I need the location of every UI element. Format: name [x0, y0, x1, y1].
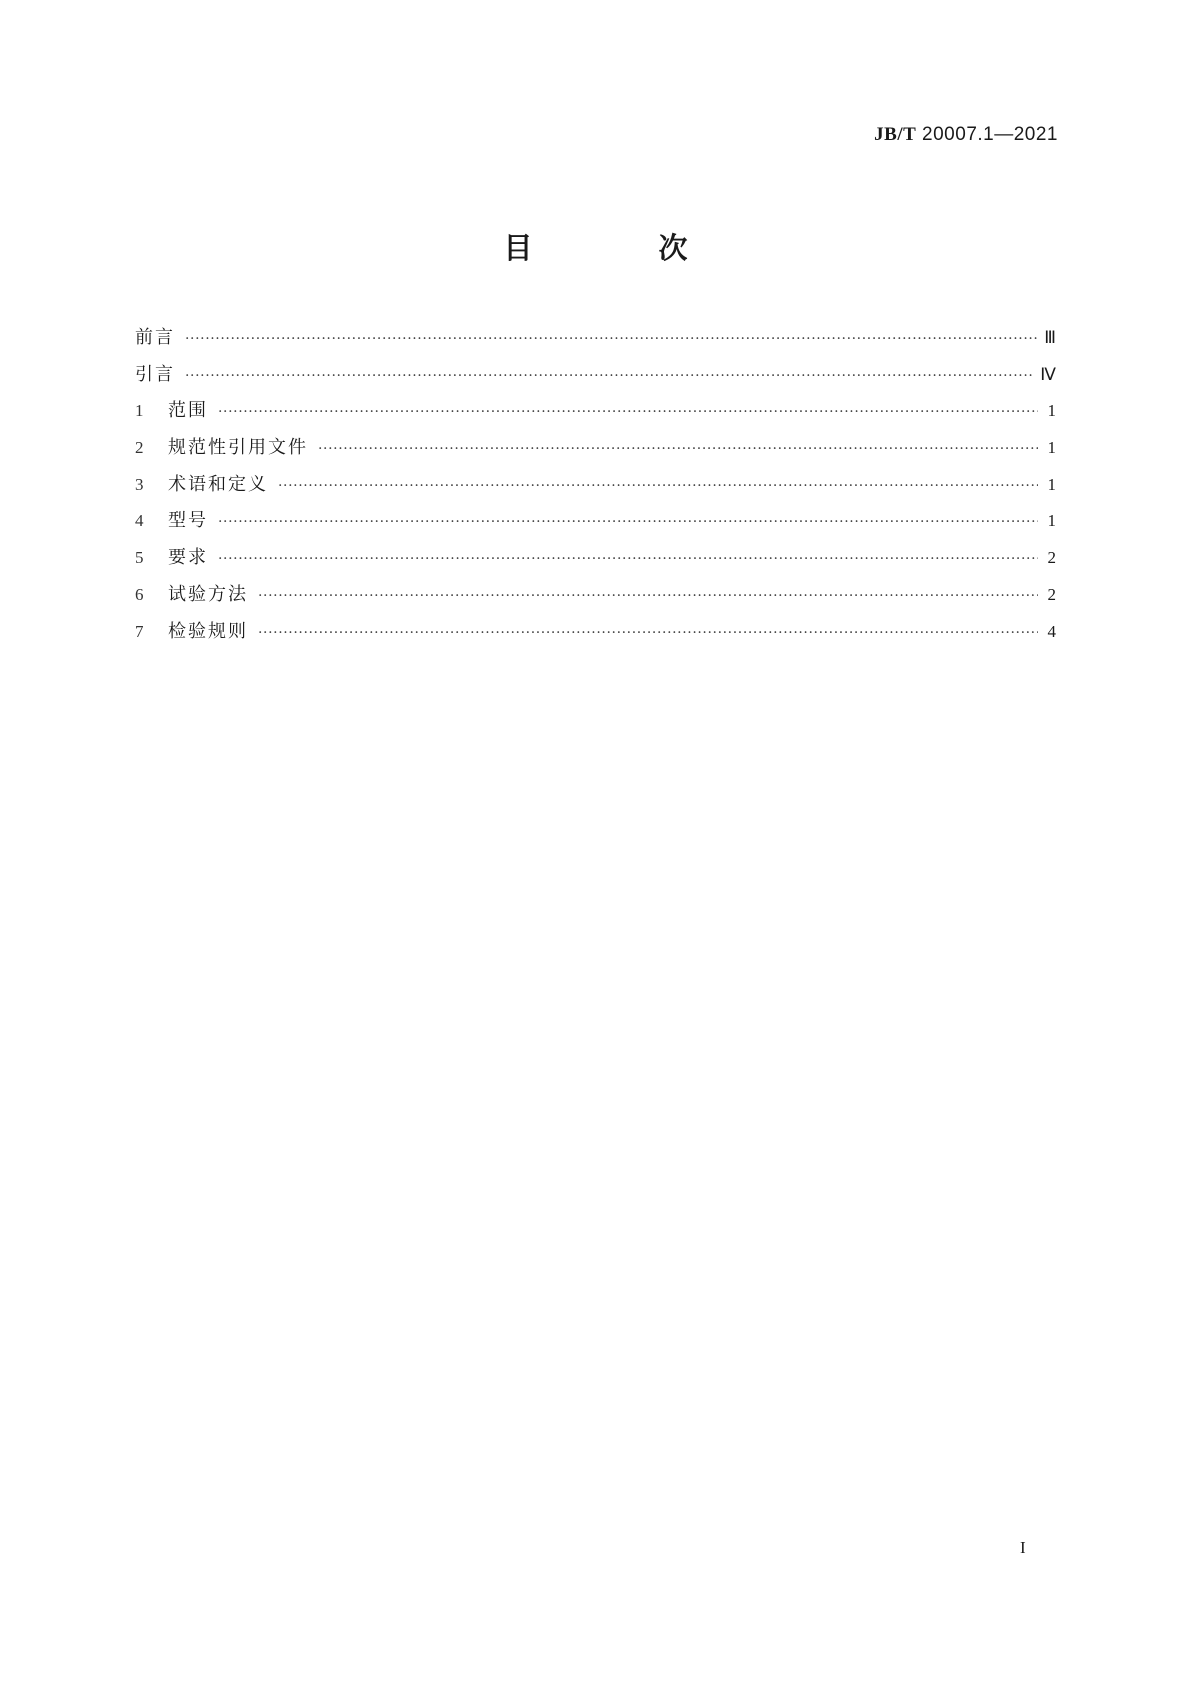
toc-entry[interactable] [135, 580, 1056, 617]
toc-entry[interactable] [135, 506, 1056, 543]
toc-entry-number: 1 [135, 401, 144, 421]
toc-entry-number: 2 [135, 438, 144, 458]
toc-entry-page: 2 [1047, 584, 1056, 604]
toc-entry-number: 6 [135, 584, 144, 604]
toc-entry-page: 4 [1047, 621, 1056, 641]
toc-entry-title: 引言 [135, 363, 175, 385]
standard-number-header [874, 124, 1058, 146]
toc-entry-title: 范围 [168, 400, 208, 422]
toc-entry-title: 检验规则 [168, 620, 248, 642]
toc-entry-title: 要求 [168, 547, 208, 569]
standard-number: 20007.1—2021 [922, 124, 1058, 145]
dot-leader [218, 404, 1038, 420]
toc-entry-title: 前言 [135, 327, 175, 348]
toc-entry-title: 试验方法 [168, 583, 248, 605]
dot-leader [258, 625, 1038, 641]
toc-entry-title: 术语和定义 [168, 473, 268, 495]
toc-entry-page: 1 [1047, 438, 1056, 458]
dot-leader [318, 441, 1038, 457]
standard-prefix: JB/T [874, 124, 917, 145]
page-number: I [1020, 1538, 1026, 1557]
toc-entry[interactable] [135, 470, 1056, 507]
toc-entry[interactable] [135, 543, 1056, 580]
toc-entry[interactable] [135, 396, 1056, 433]
dot-leader [258, 588, 1038, 604]
toc-entry[interactable] [135, 617, 1056, 654]
toc-entry-page: 1 [1047, 401, 1056, 421]
table-of-contents [135, 323, 1056, 653]
toc-entry-title: 型号 [168, 510, 208, 532]
toc-entry-number: 5 [135, 548, 144, 568]
toc-entry-number: 3 [135, 474, 144, 494]
toc-entry-page: 1 [1047, 511, 1056, 531]
toc-entry-page: Ⅳ [1040, 364, 1056, 384]
dot-leader [218, 551, 1038, 567]
toc-entry[interactable] [135, 433, 1056, 470]
dot-leader [278, 478, 1038, 494]
toc-entry-title: 规范性引用文件 [168, 437, 308, 459]
toc-entry-page: Ⅲ [1044, 328, 1056, 347]
toc-entry-page: 2 [1047, 548, 1056, 568]
toc-entry-number: 4 [135, 511, 144, 531]
toc-title: 目 次 [503, 231, 746, 265]
dot-leader [218, 514, 1038, 530]
toc-entry-number: 7 [135, 621, 144, 641]
dot-leader [185, 368, 1034, 384]
toc-entry[interactable] [135, 360, 1056, 397]
toc-entry-page: 1 [1047, 474, 1056, 494]
toc-entry[interactable] [135, 323, 1056, 360]
dot-leader [185, 331, 1038, 347]
